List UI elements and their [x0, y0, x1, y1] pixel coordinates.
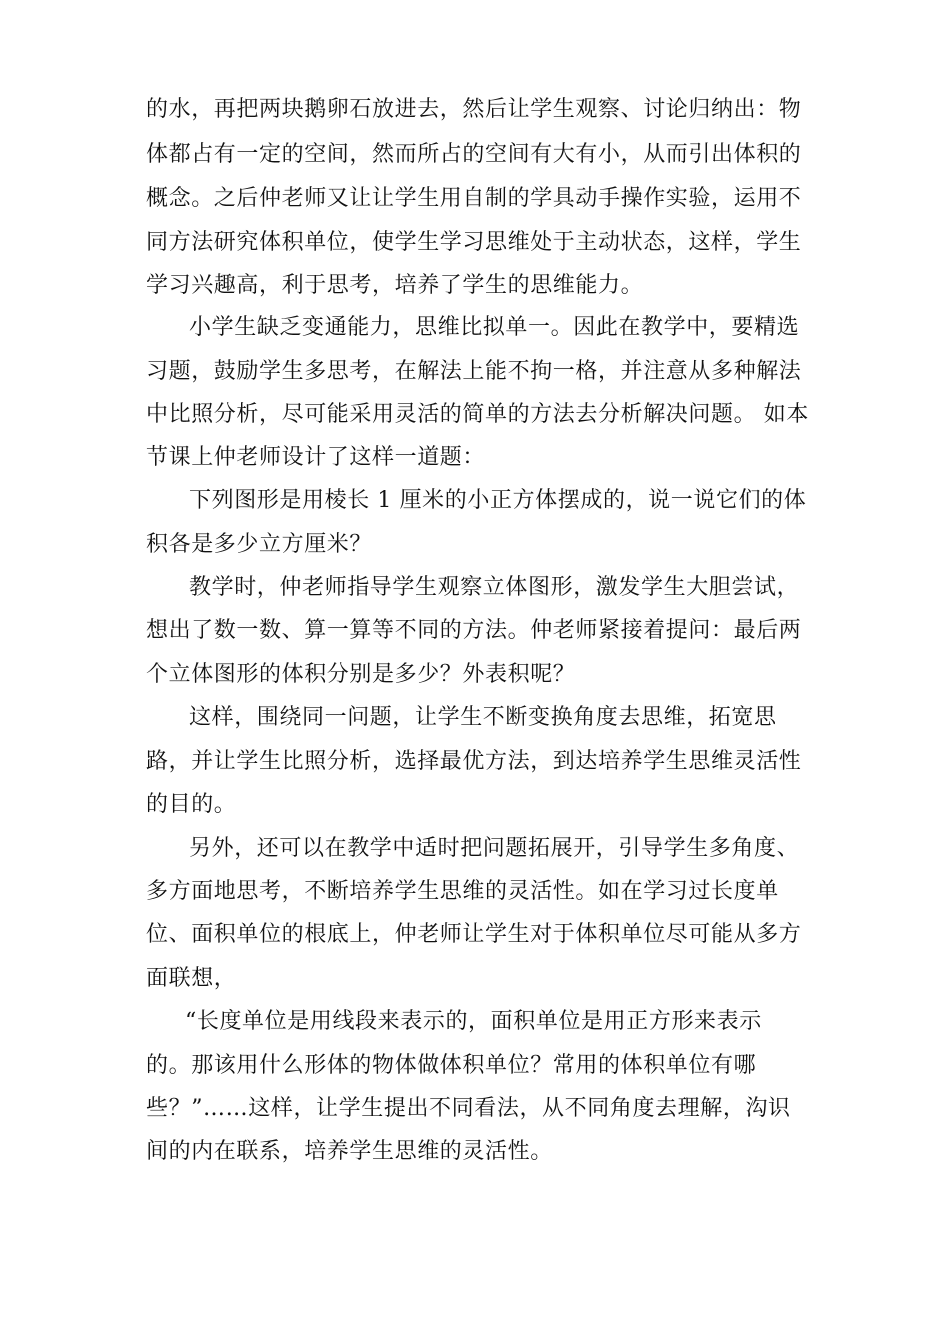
text-line: 中比照分析，尽可能采用灵活的简单的方法去分析解决问题。 如本: [146, 402, 809, 427]
text-line: 位、面积单位的根底上，仲老师让学生对于体积单位尽可能从多方: [146, 922, 802, 947]
text-line: 路，并让学生比照分析，选择最优方法，到达培养学生思维灵活性: [146, 749, 802, 774]
text-line: 间的内在联系，培养学生思维的灵活性。: [146, 1139, 553, 1164]
text-line: 另外，还可以在教学中适时把问题拓展开，引导学生多角度、: [189, 836, 800, 861]
text-line: 下列图形是用棱长 1 厘米的小正方体摆成的，说一说它们的体: [189, 488, 807, 513]
text-line: 想出了数一数、算一算等不同的方法。仲老师紧接着提问：最后两: [146, 618, 802, 643]
text-line: “长度单位是用线段来表示的，面积单位是用正方形来表示: [185, 1009, 762, 1034]
text-line: 学习兴趣高，利于思考，培养了学生的思维能力。: [146, 273, 644, 298]
text-line: 些？”……这样，让学生提出不同看法，从不同角度去理解，沟识: [146, 1096, 791, 1121]
text-line: 同方法研究体积单位，使学生学习思维处于主动状态，这样，学生: [146, 230, 802, 255]
text-line: 多方面地思考，不断培养学生思维的灵活性。如在学习过长度单: [146, 879, 779, 904]
text-line: 节课上仲老师设计了这样一道题：: [146, 445, 486, 470]
text-line: 的。那该用什么形体的物体做体积单位？常用的体积单位有哪: [146, 1053, 757, 1078]
text-line: 概念。之后仲老师又让让学生用自制的学具动手操作实验，运用不: [146, 186, 802, 211]
text-line: 教学时，仲老师指导学生观察立体图形，激发学生大胆尝试，: [189, 575, 800, 600]
text-line: 面联想，: [146, 966, 237, 991]
text-line: 的目的。: [146, 792, 237, 817]
text-line: 体都占有一定的空间，然而所占的空间有大有小，从而引出体积的: [146, 142, 802, 167]
text-line: 习题，鼓励学生多思考，在解法上能不拘一格，并注意从多种解法: [146, 359, 802, 384]
text-line: 个立体图形的体积分别是多少？外表积呢？: [146, 662, 576, 687]
text-line: 小学生缺乏变通能力，思维比拟单一。因此在教学中，要精选: [189, 315, 800, 340]
text-line: 的水，再把两块鹅卵石放进去，然后让学生观察、讨论归纳出：物: [146, 97, 802, 122]
text-line: 这样，围绕同一问题，让学生不断变换角度去思维，拓宽思: [189, 705, 777, 730]
text-line: 积各是多少立方厘米？: [146, 532, 373, 557]
